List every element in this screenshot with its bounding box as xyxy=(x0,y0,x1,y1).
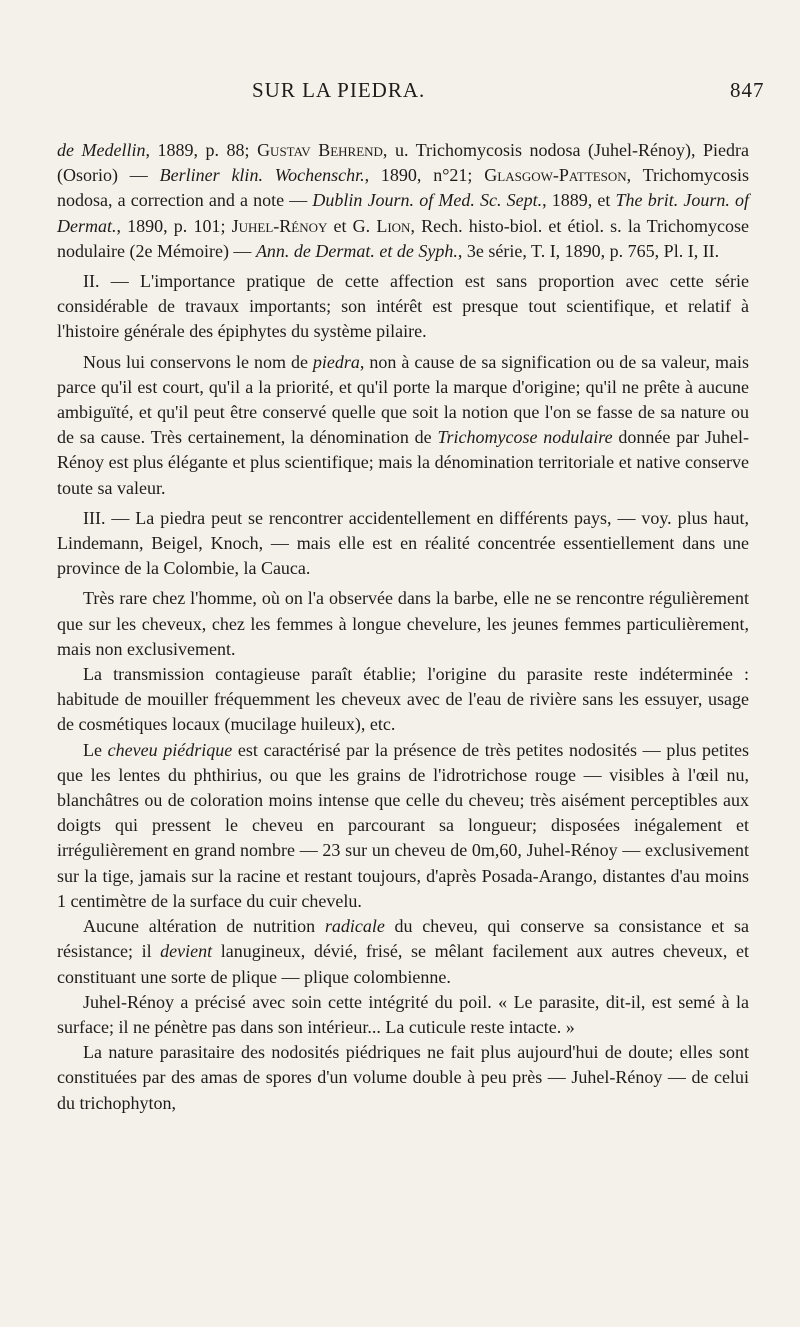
paragraph-rare-in-man xyxy=(57,586,749,662)
paragraph-parasitic-nature xyxy=(57,1040,749,1116)
italic-text: The brit. Journ. of Dermat. xyxy=(57,190,749,236)
italic-text: devient xyxy=(160,941,213,962)
text-run: lanugineux, dévié, frisé, se mêlant facilement aux autres cheveux, et constituant une sorte de plique — plique colombienne. xyxy=(57,941,749,987)
author-name: Lion xyxy=(376,215,411,236)
text-run: , 1890, p. 101; xyxy=(116,215,232,236)
text-run: , non à cause de sa signification ou de sa valeur, mais parce qu'il est court, qu'il a la priorité, et qu'il porte la marque d'origine; qu'il ne prête à aucune ambiguïté, et qu'il peut être conservé quelle que soit la notion que l'on se fasse de sa nature ou de sa cause. Très certainement, la dénomination de xyxy=(57,351,749,448)
text-run: , 3e série, T. I, 1890, p. 765, Pl. I, II. xyxy=(457,240,720,261)
text-run: , Rech. histo-biol. et étiol. s. la Trichomycose nodulaire (2e Mémoire) — xyxy=(57,215,749,261)
text-run: Le xyxy=(83,739,108,760)
references-paragraph xyxy=(57,138,749,264)
paragraph-cheveu-piedrique xyxy=(57,738,749,914)
text-run: , u. Trichomycosis nodosa (Juhel-Rénoy), Piedra (Osorio) — xyxy=(57,140,749,186)
section-ii-paragraph xyxy=(57,269,749,345)
text-run: du cheveu, qui conserve sa consistance et sa résistance; il xyxy=(57,916,749,962)
text-run: Juhel-Rénoy a précisé avec soin cette intégrité du poil. « Le parasite, dit-il, est semé à la surface; il ne pénètre pas dans son intérieur... La cuticule reste intacte. » xyxy=(57,991,749,1037)
paragraph-piedra-name xyxy=(57,350,749,501)
italic-text: radicale xyxy=(324,916,385,937)
italic-text: Trichomycose nodulaire xyxy=(437,427,613,448)
text-run: Nous lui conservons le nom de xyxy=(83,351,313,372)
text-run: Très rare chez l'homme, où on l'a observée dans la barbe, elle ne se rencontre régulièrement que sur les cheveux, chez les femmes à longue chevelure, les jeunes femmes particulièrement, mais non exclusivement. xyxy=(57,588,749,659)
text-run: III. — La piedra peut se rencontrer accidentellement en différents pays, — voy. plus haut, Lindemann, Beigel, Knoch, — mais elle est en réalité concentrée essentiellement dans une province de la Colombie, la Cauca. xyxy=(57,507,749,579)
italic-text: cheveu piédrique xyxy=(107,739,233,760)
text-run: et G. xyxy=(327,215,377,236)
italic-text: Berliner klin. Wochenschr. xyxy=(159,165,365,186)
page-number: 847 xyxy=(730,78,765,102)
body-text xyxy=(57,138,749,1116)
section-iii-paragraph xyxy=(57,506,749,582)
italic-text: piedra xyxy=(312,351,360,372)
author-name: Juhel-Rénoy xyxy=(231,215,328,236)
text-run: II. — L'importance pratique de cette affection est sans proportion avec cette série considérable de travaux importants; son intérêt est presque tout scientifique, et relatif à l'histoire générale des épiphytes du système pilaire. xyxy=(57,271,749,342)
text-run: , 1890, n°21; xyxy=(364,165,485,186)
italic-text: de Medellin xyxy=(57,140,146,160)
author-name: Gustav Behrend xyxy=(257,140,383,160)
paragraph-no-alteration xyxy=(57,914,749,990)
text-run: , Trichomycosis nodosa, a correction and a note — xyxy=(57,165,749,211)
page-header xyxy=(0,78,800,108)
text-run: La nature parasitaire des nodosités piédriques ne fait plus aujourd'hui de doute; elles sont constituées par des amas de spores d'un volume double à peu près — Juhel-Rénoy — de celui du trichophyton, xyxy=(57,1042,749,1113)
text-run: Aucune altération de nutrition xyxy=(83,916,325,937)
text-run: est caractérisé par la présence de très petites nodosités — plus petites que les lentes du phthirius, ou que les grains de l'idrotrichose rouge — visibles à l'œil nu, blanchâtres ou de coloration moins intense que celle du cheveu; très aisément perceptibles aux doigts qui pressent le cheveu en parcourant sa longueur; disposées inégalement et irrégulièrement en grand nombre — 23 sur un cheveu de 0m,60, Juhel-Rénoy — exclusivement sur la tige, jamais sur la racine et restant toujours, d'après Posada-Arango, distantes d'au moins 1 centimètre de la surface du cuir chevelu. xyxy=(57,739,749,911)
italic-text: Dublin Journ. of Med. Sc. Sept. xyxy=(312,190,543,211)
text-run: donnée par Juhel-Rénoy est plus élégante et plus scientifique; mais la dénomination territoriale et native conserve toute sa valeur. xyxy=(57,427,750,498)
text-run: , 1889, p. 88; xyxy=(145,140,258,160)
author-name: Glasgow-Patteson xyxy=(484,165,627,186)
italic-text: Ann. de Dermat. et de Syph. xyxy=(255,240,458,261)
paragraph-transmission xyxy=(57,662,749,738)
running-title: SUR LA PIEDRA. xyxy=(252,78,426,102)
paragraph-integrity xyxy=(57,990,749,1040)
text-run: La transmission contagieuse paraît établie; l'origine du parasite reste indéterminée : habitude de mouiller fréquemment les cheveux avec de l'eau de rivière sans les essuyer, usage de cosmétiques locaux (mucilage huileux), etc. xyxy=(57,664,749,735)
text-run: , 1889, et xyxy=(542,190,616,211)
